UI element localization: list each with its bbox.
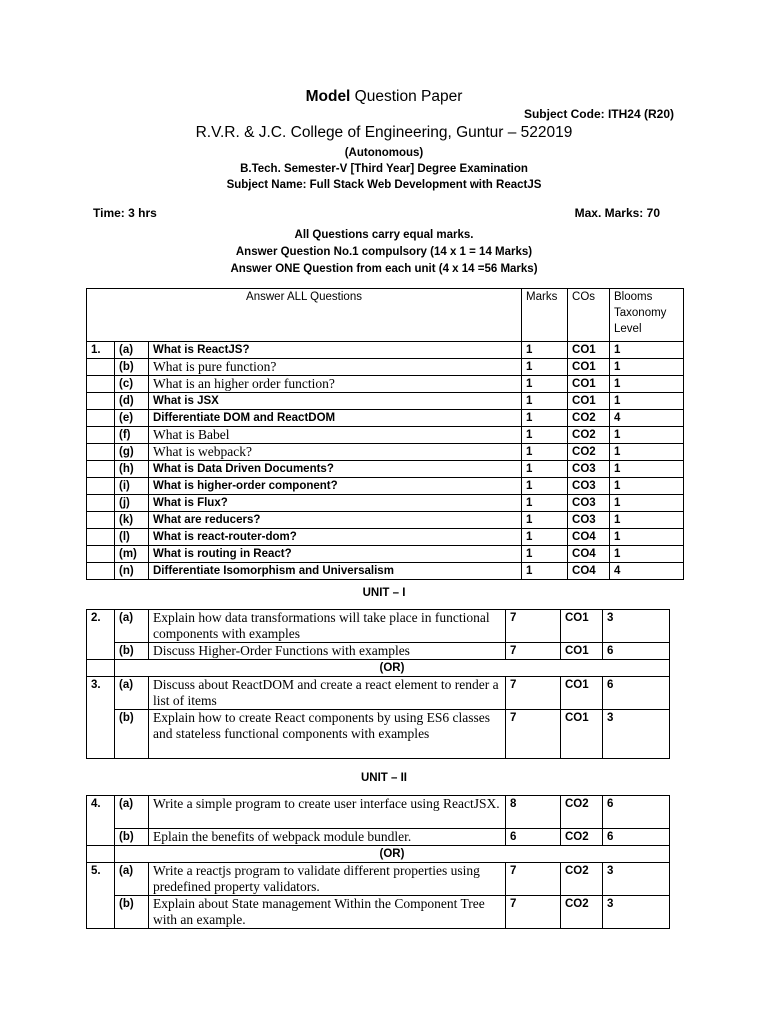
co-value: CO4 — [568, 546, 610, 563]
question-number — [87, 495, 115, 512]
part-label: (e) — [115, 410, 149, 427]
marks-value: 1 — [522, 461, 568, 478]
question-row — [87, 410, 684, 427]
college-name: R.V.R. & J.C. College of Engineering, Guntur – 522019 — [195, 124, 573, 141]
co-value: CO4 — [568, 563, 610, 580]
part-label: (a) — [115, 677, 149, 710]
co-value: CO2 — [561, 829, 603, 846]
blooms-value: 1 — [610, 546, 684, 563]
question-text: What is Babel — [149, 427, 522, 444]
blooms-value: 6 — [603, 677, 670, 710]
instruction-2: Answer Question No.1 compulsory (14 x 1 = 14 Marks) — [235, 246, 533, 258]
part-label: (k) — [115, 512, 149, 529]
question-text: What is webpack? — [149, 444, 522, 461]
subject-name: Subject Name: Full Stack Web Development with ReactJS — [226, 179, 542, 191]
blooms-value: 1 — [610, 512, 684, 529]
empty-cell — [87, 846, 115, 863]
marks-value: 7 — [506, 863, 561, 896]
question-row — [87, 563, 684, 580]
question-number — [87, 359, 115, 376]
part-label: (b) — [115, 896, 149, 929]
part-label: (a) — [115, 342, 149, 359]
question-number — [87, 563, 115, 580]
blooms-value: 1 — [610, 444, 684, 461]
co-value: CO1 — [568, 376, 610, 393]
marks-value: 7 — [506, 896, 561, 929]
marks-value: 7 — [506, 610, 561, 643]
question-number — [87, 410, 115, 427]
marks-value: 6 — [506, 829, 561, 846]
part-label: (a) — [115, 863, 149, 896]
question-number — [87, 393, 115, 410]
part-label: (a) — [115, 610, 149, 643]
question-1-rows — [87, 342, 684, 580]
question-text: What is higher-order component? — [149, 478, 522, 495]
question-number: 5. — [87, 863, 115, 929]
part-label: (b) — [115, 643, 149, 660]
co-value: CO1 — [568, 393, 610, 410]
question-text: Explain about State management Within the Component Tree with an example. — [149, 896, 506, 929]
unit-1-heading: UNIT – I — [362, 587, 406, 599]
question-row — [87, 342, 684, 359]
exam-label: B.Tech. Semester-V [Third Year] Degree Examination — [240, 163, 528, 175]
max-marks-label: Max. Marks: 70 — [574, 206, 660, 220]
time-label: Time: 3 hrs — [93, 206, 157, 220]
instruction-3: Answer ONE Question from each unit (4 x 14 =56 Marks) — [230, 263, 538, 275]
blooms-value: 1 — [610, 478, 684, 495]
question-text: Explain how to create React components by using ES6 classes and stateless functional components with examples — [149, 710, 506, 759]
co-value: CO3 — [568, 512, 610, 529]
blooms-value: 6 — [603, 829, 670, 846]
co-value: CO2 — [561, 896, 603, 929]
question-number — [87, 461, 115, 478]
marks-value: 1 — [522, 529, 568, 546]
marks-value: 1 — [522, 410, 568, 427]
co-value: CO2 — [568, 444, 610, 461]
blooms-value: 4 — [610, 563, 684, 580]
co-value: CO2 — [568, 427, 610, 444]
part-label: (j) — [115, 495, 149, 512]
blooms-value: 3 — [603, 896, 670, 929]
question-row — [87, 478, 684, 495]
marks-value: 1 — [522, 359, 568, 376]
blooms-value: 1 — [610, 495, 684, 512]
question-number — [87, 427, 115, 444]
question-number: 1. — [87, 342, 115, 359]
part-label: (i) — [115, 478, 149, 495]
question-text: What is JSX — [149, 393, 522, 410]
marks-value: 1 — [522, 546, 568, 563]
blooms-value: 3 — [603, 863, 670, 896]
unit-2-heading: UNIT – II — [360, 772, 407, 784]
question-text: Write a simple program to create user interface using ReactJSX. — [149, 796, 506, 829]
blooms-value: 6 — [603, 643, 670, 660]
question-text: Discuss about ReactDOM and create a react element to render a list of items — [149, 677, 506, 710]
question-number — [87, 529, 115, 546]
marks-value: 1 — [522, 563, 568, 580]
co-value: CO1 — [568, 342, 610, 359]
blooms-value: 1 — [610, 427, 684, 444]
question-text: Differentiate DOM and ReactDOM — [149, 410, 522, 427]
part-label: (n) — [115, 563, 149, 580]
instruction-1: All Questions carry equal marks. — [294, 229, 474, 241]
question-text: Discuss Higher-Order Functions with examples — [149, 643, 506, 660]
marks-value: 1 — [522, 376, 568, 393]
part-label: (l) — [115, 529, 149, 546]
question-row — [87, 444, 684, 461]
question-row — [87, 393, 684, 410]
co-value: CO3 — [568, 461, 610, 478]
blooms-header: Blooms Taxonomy Level — [610, 289, 684, 342]
answer-all-header: Answer ALL Questions — [87, 289, 522, 342]
blooms-value: 4 — [610, 410, 684, 427]
co-value: CO1 — [561, 677, 603, 710]
co-value: CO2 — [561, 796, 603, 829]
co-value: CO1 — [568, 359, 610, 376]
unit-1-table — [86, 609, 670, 759]
or-separator: (OR) — [115, 846, 670, 863]
question-row — [87, 529, 684, 546]
paper-title: Model Question Paper — [305, 88, 463, 105]
question-number — [87, 376, 115, 393]
marks-value: 1 — [522, 444, 568, 461]
subject-code: Subject Code: ITH24 (R20) — [523, 107, 674, 121]
question-number — [87, 444, 115, 461]
marks-value: 1 — [522, 478, 568, 495]
marks-value: 1 — [522, 495, 568, 512]
empty-cell — [87, 660, 115, 677]
co-value: CO2 — [568, 410, 610, 427]
question-text: What is ReactJS? — [149, 342, 522, 359]
unit-2-table — [86, 795, 670, 929]
blooms-value: 1 — [610, 393, 684, 410]
part-label: (f) — [115, 427, 149, 444]
marks-value: 1 — [522, 393, 568, 410]
co-value: CO4 — [568, 529, 610, 546]
marks-header: Marks — [522, 289, 568, 342]
marks-value: 1 — [522, 512, 568, 529]
question-row — [87, 512, 684, 529]
part-label: (h) — [115, 461, 149, 478]
part-label: (b) — [115, 359, 149, 376]
question-text: Eplain the benefits of webpack module bundler. — [149, 829, 506, 846]
co-value: CO2 — [561, 863, 603, 896]
question-number — [87, 546, 115, 563]
blooms-value: 1 — [610, 529, 684, 546]
blooms-value: 1 — [610, 376, 684, 393]
part-label: (d) — [115, 393, 149, 410]
co-value: CO3 — [568, 478, 610, 495]
marks-value: 8 — [506, 796, 561, 829]
marks-value: 1 — [522, 427, 568, 444]
marks-value: 7 — [506, 643, 561, 660]
part-label: (g) — [115, 444, 149, 461]
question-row — [87, 546, 684, 563]
co-value: CO1 — [561, 610, 603, 643]
blooms-value: 6 — [603, 796, 670, 829]
question-text: What is Flux? — [149, 495, 522, 512]
question-1-table — [86, 288, 684, 580]
part-label: (m) — [115, 546, 149, 563]
blooms-value: 1 — [610, 461, 684, 478]
part-label: (c) — [115, 376, 149, 393]
question-text: What is an higher order function? — [149, 376, 522, 393]
co-value: CO3 — [568, 495, 610, 512]
question-number: 4. — [87, 796, 115, 846]
question-text: What is pure function? — [149, 359, 522, 376]
question-text: Differentiate Isomorphism and Universalism — [149, 563, 522, 580]
co-value: CO1 — [561, 710, 603, 759]
marks-value: 7 — [506, 710, 561, 759]
blooms-value: 1 — [610, 359, 684, 376]
question-number: 2. — [87, 610, 115, 660]
question-text: Write a reactjs program to validate different properties using predefined property validators. — [149, 863, 506, 896]
question-number — [87, 478, 115, 495]
question-number — [87, 512, 115, 529]
question-text: What is Data Driven Documents? — [149, 461, 522, 478]
blooms-value: 3 — [603, 710, 670, 759]
autonomous-label: (Autonomous) — [344, 147, 424, 159]
marks-value: 1 — [522, 342, 568, 359]
or-separator: (OR) — [115, 660, 670, 677]
question-row — [87, 427, 684, 444]
question-text: What are reducers? — [149, 512, 522, 529]
question-row — [87, 359, 684, 376]
part-label: (a) — [115, 796, 149, 829]
question-row — [87, 376, 684, 393]
question-row — [87, 461, 684, 478]
question-row — [87, 495, 684, 512]
cos-header: COs — [568, 289, 610, 342]
question-text: What is routing in React? — [149, 546, 522, 563]
blooms-value: 3 — [603, 610, 670, 643]
co-value: CO1 — [561, 643, 603, 660]
question-number: 3. — [87, 677, 115, 759]
question-text: Explain how data transformations will take place in functional components with examples — [149, 610, 506, 643]
blooms-value: 1 — [610, 342, 684, 359]
question-text: What is react-router-dom? — [149, 529, 522, 546]
part-label: (b) — [115, 829, 149, 846]
marks-value: 7 — [506, 677, 561, 710]
part-label: (b) — [115, 710, 149, 759]
